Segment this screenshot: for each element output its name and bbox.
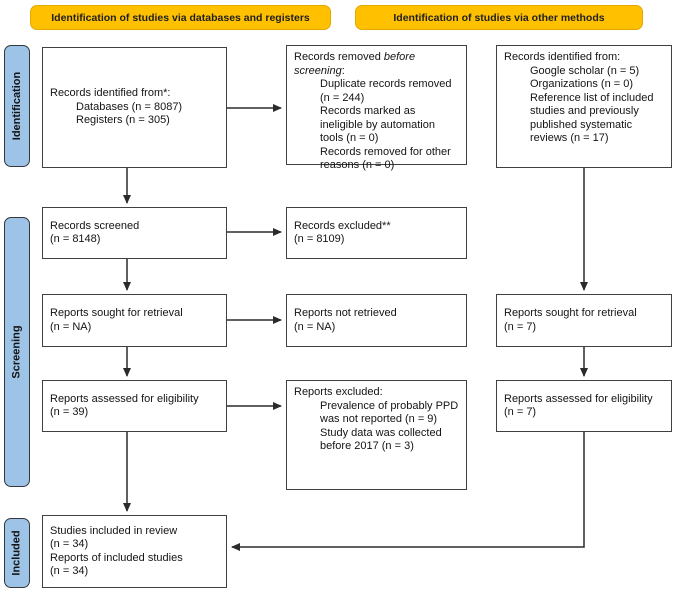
box-item: Records marked as ineligible by automation tools (n = 0): [320, 105, 435, 144]
box-item: Databases (n = 8087): [76, 100, 183, 113]
box-reports-sought-other: [496, 294, 672, 347]
banner-databases-registers: [30, 5, 331, 30]
box-line: Reports sought for retrieval: [504, 307, 637, 319]
box-item: Study data was collected before 2017 (n = 3): [320, 426, 442, 452]
box-records-removed-before-screening: [286, 45, 467, 171]
banner-label: Identification of studies via other methods: [393, 11, 605, 24]
box-reports-assessed-other: [496, 380, 672, 432]
box-title: Reports excluded:: [294, 386, 383, 398]
box-title: Records identified from:: [504, 51, 621, 63]
box-item: Registers (n = 305): [76, 114, 170, 127]
box-line: Records screened: [50, 219, 140, 232]
box-records-identified-other: [496, 45, 672, 168]
stage-label-identification: [4, 45, 30, 167]
box-line: (n = 39): [50, 406, 89, 418]
box-line: Studies included in review: [50, 524, 178, 537]
box-line: Records excluded**: [294, 219, 391, 232]
banner-other-methods: [355, 5, 643, 30]
box-reports-excluded: [286, 380, 467, 490]
box-item: Google scholar (n = 5): [530, 64, 640, 77]
title-italic: before screening: [294, 51, 416, 77]
box-line: Reports assessed for eligibility: [50, 392, 199, 405]
box-studies-included: [42, 515, 227, 588]
title-plain: Records removed: [294, 51, 384, 63]
box-reports-assessed-databases: [42, 380, 227, 432]
box-line: Reports of included studies: [50, 551, 183, 564]
box-line: (n = 7): [504, 406, 537, 418]
stage-label-screening: [4, 217, 30, 487]
stage-label-text: Screening: [11, 325, 23, 379]
title-colon: :: [341, 64, 345, 77]
box-records-screened: [42, 207, 227, 259]
box-line: (n = 8109): [294, 233, 345, 245]
box-title: Records identified from*:: [50, 87, 171, 100]
banner-label: Identification of studies via databases and registers: [51, 11, 310, 24]
box-reports-sought-databases: [42, 294, 227, 347]
box-reports-not-retrieved: [286, 294, 467, 347]
box-line: (n = 34): [50, 565, 89, 577]
box-line: (n = 7): [504, 320, 537, 333]
box-item: Prevalence of probably PPD was not reported (n = 9): [320, 399, 459, 425]
box-records-excluded: [286, 207, 467, 259]
box-line: Reports assessed for eligibility: [504, 392, 653, 405]
box-title: [294, 51, 459, 78]
stage-label-text: Included: [11, 530, 24, 576]
stage-label-text: Identification: [11, 71, 24, 141]
box-item: Records removed for other reasons (n = 0): [320, 145, 451, 171]
box-line: Reports not retrieved: [294, 307, 397, 319]
box-line: Reports sought for retrieval: [50, 307, 183, 319]
box-records-identified-databases: [42, 47, 227, 168]
box-item: Reference list of included studies and previously published systematic reviews (n = 17): [530, 91, 654, 144]
box-line: (n = 34): [50, 538, 89, 550]
box-line: (n = 8148): [50, 233, 101, 245]
box-item: Duplicate records removed (n = 244): [320, 78, 452, 104]
box-line: (n = NA): [294, 320, 336, 333]
stage-label-included: [4, 518, 30, 588]
box-item: Organizations (n = 0): [530, 78, 634, 90]
box-line: (n = NA): [50, 320, 92, 333]
